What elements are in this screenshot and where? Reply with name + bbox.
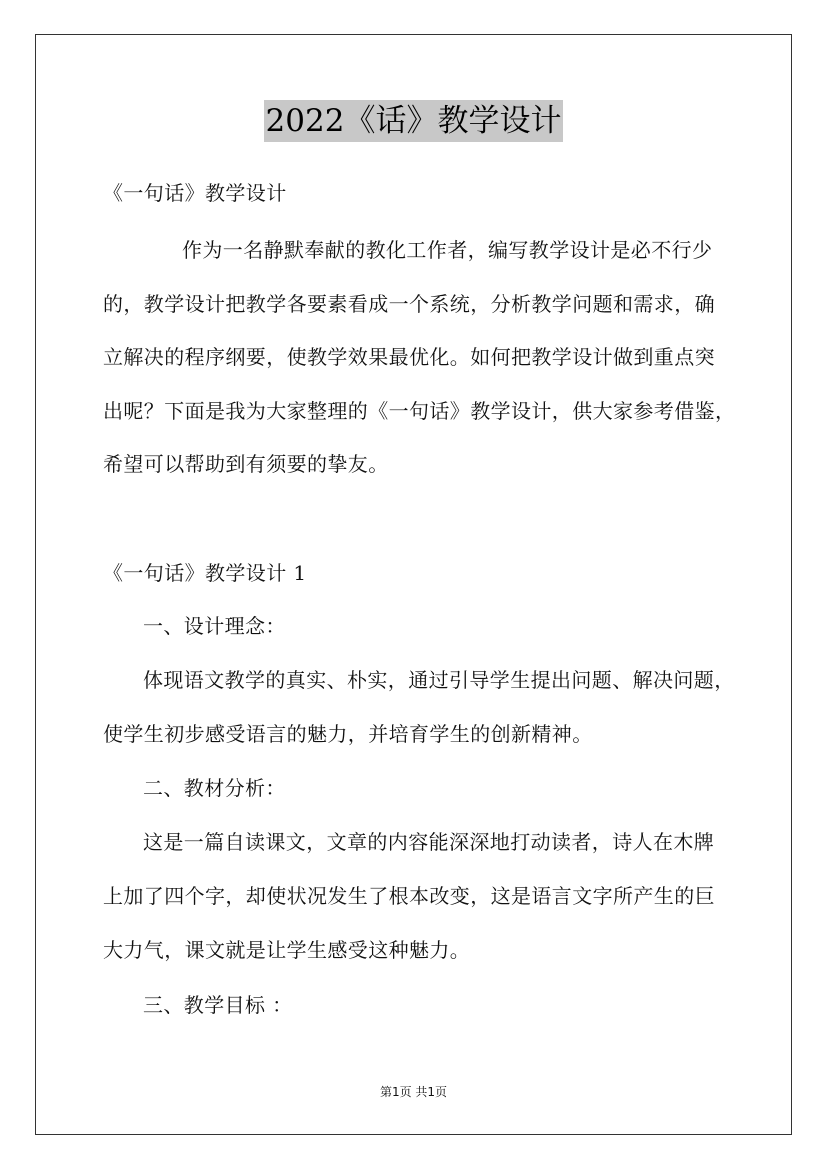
paragraph-line: 体现语文教学的真实、朴实，通过引导学生提出问题、解决问题， [143, 668, 735, 692]
page-number: 第1页 共1页 [379, 1085, 448, 1099]
paragraph-line: 这是一篇自读课文，文章的内容能深深地打动读者，诗人在木牌 [143, 830, 715, 854]
title-container [0, 100, 827, 142]
paragraph-line: 上加了四个字，却使状况发生了根本改变，这是语言文字所产生的巨 [103, 884, 715, 908]
intro-line: 希望可以帮助到有须要的挚友。 [103, 452, 389, 476]
intro-line: 作为一名静默奉献的教化工作者，编写教学设计是必不行少 [182, 238, 713, 262]
section-title: 《一句话》教学设计 1 [103, 561, 307, 585]
document-title: 2022《话》教学设计 [264, 100, 564, 142]
intro-line: 立解决的程序纲要，使教学效果最优化。如何把教学设计做到重点突 [103, 345, 715, 369]
subtitle: 《一句话》教学设计 [103, 181, 287, 205]
paragraph-line: 大力气，课文就是让学生感受这种魅力。 [103, 938, 471, 962]
section-heading: 三、教学目标 ： [143, 993, 293, 1017]
section-heading: 一、设计理念： [143, 614, 286, 638]
intro-line: 的，教学设计把教学各要素看成一个系统，分析教学问题和需求，确 [103, 292, 715, 316]
intro-line: 出呢？下面是我为大家整理的《一句话》教学设计，供大家参考借鉴， [103, 399, 736, 423]
section-heading: 二、教材分析： [143, 776, 286, 800]
paragraph-line: 使学生初步感受语言的魅力，并培育学生的创新精神。 [103, 722, 593, 746]
